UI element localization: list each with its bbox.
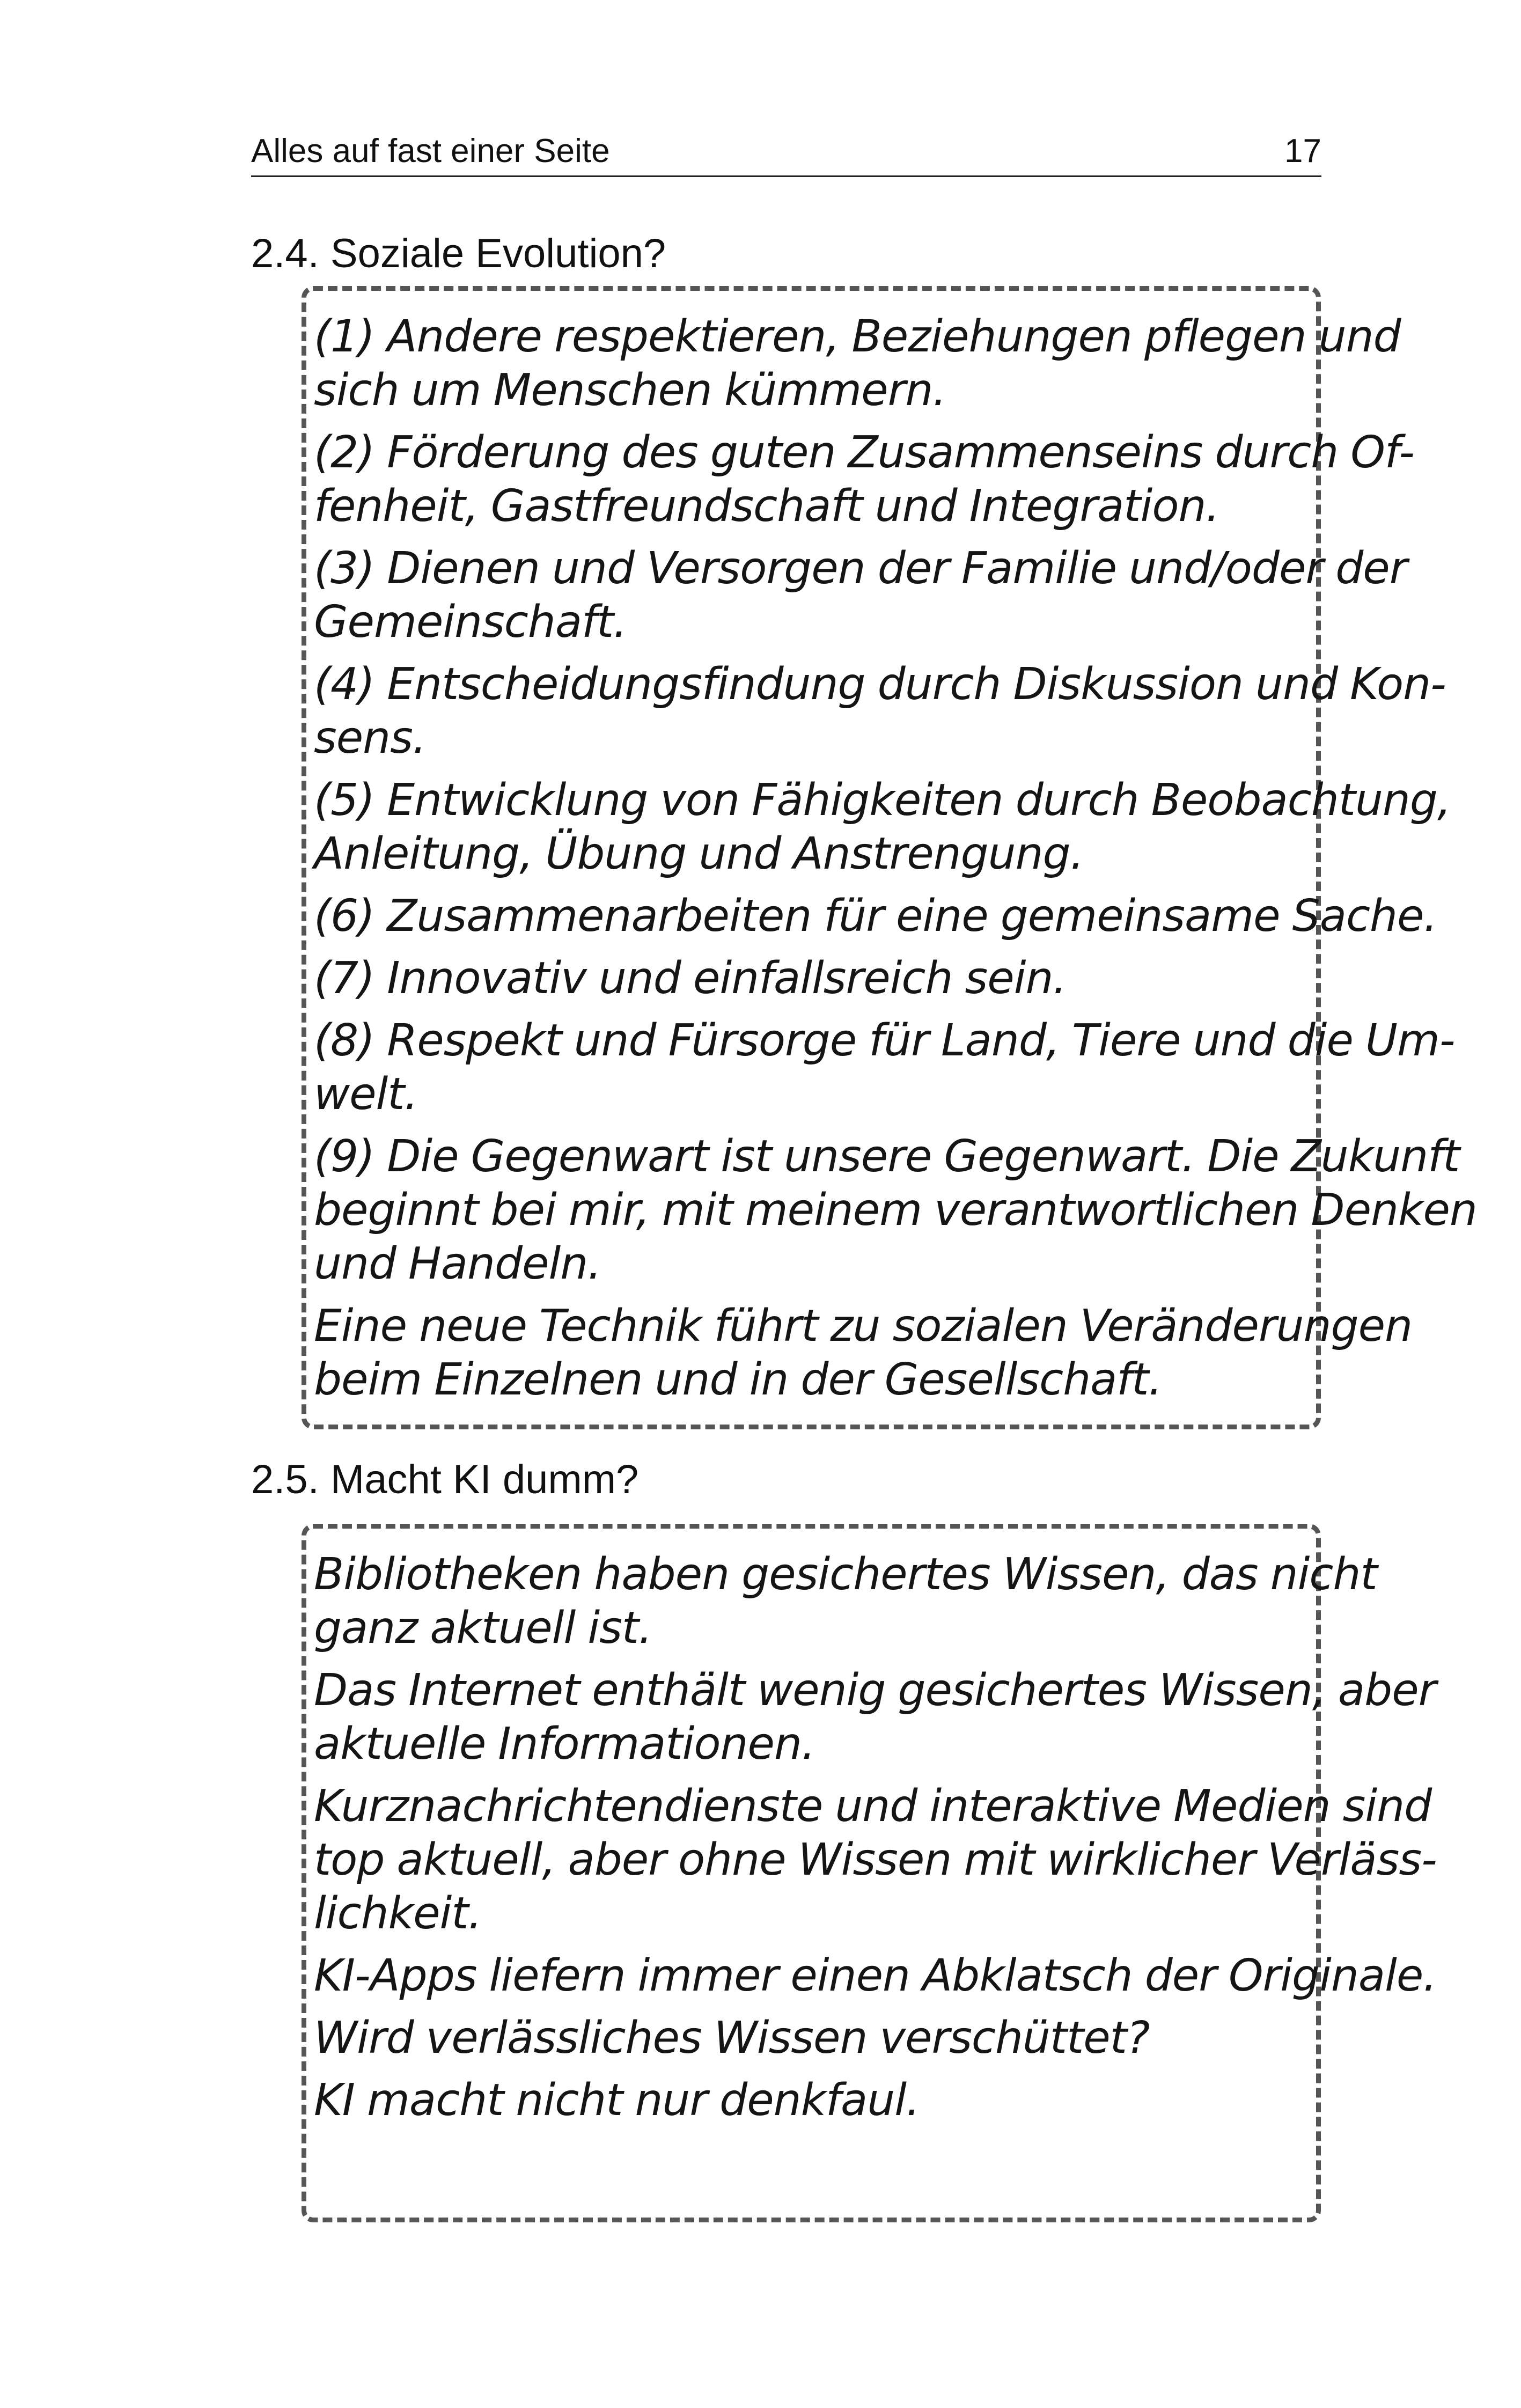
list-item	[314, 1548, 1377, 1655]
list-item-line: beginnt bei mir, mit meinem verantwortlichen Denken	[314, 1185, 1477, 1236]
list-item-line: (6) Zusammenarbeiten für eine gemeinsame Sache.	[314, 891, 1437, 942]
list-item	[314, 1300, 1413, 1407]
list-item-line: (2) Förderung des guten Zusammenseins durch Of-	[314, 427, 1414, 478]
list-item-line: top aktuell, aber ohne Wissen mit wirklicher Verläss-	[314, 1834, 1437, 1885]
list-item	[314, 426, 1414, 533]
list-item-line: Bibliotheken haben gesichertes Wissen, das nicht	[314, 1549, 1377, 1600]
list-item-line: Anleitung, Übung und Anstrengung.	[314, 828, 1084, 879]
list-item	[314, 1949, 1437, 2003]
list-item-line: und Handeln.	[314, 1238, 601, 1289]
list-item-line: fenheit, Gastfreundschaft und Integration.	[314, 481, 1219, 532]
list-item-line: beim Einzelnen und in der Gesellschaft.	[314, 1354, 1162, 1405]
running-header	[251, 126, 1321, 177]
page-number: 17	[1284, 133, 1321, 170]
list-item	[314, 1780, 1437, 1941]
section-heading-soziale-evolution: 2.4. Soziale Evolution?	[251, 231, 666, 276]
list-item-line: (9) Die Gegenwart ist unsere Gegenwart. Die Zukunft	[314, 1131, 1460, 1182]
list-item-line: Gemeinschaft.	[314, 597, 627, 648]
list-soziale-evolution	[314, 310, 1477, 1415]
list-item-line: (5) Entwicklung von Fähigkeiten durch Beobachtung,	[314, 775, 1451, 826]
list-item-line: (1) Andere respektieren, Beziehungen pflegen und	[314, 311, 1401, 362]
list-item-line: Kurznachrichtendienste und interaktive Medien sind	[314, 1781, 1432, 1832]
list-item-line: (8) Respekt und Fürsorge für Land, Tiere und die Um-	[314, 1015, 1455, 1066]
list-item-line: (7) Innovativ und einfallsreich sein.	[314, 953, 1067, 1004]
list-item	[314, 774, 1451, 881]
list-item-line: KI macht nicht nur denkfaul.	[314, 2075, 920, 2126]
list-item-line: Eine neue Technik führt zu sozialen Veränderungen	[314, 1301, 1413, 1352]
list-item	[314, 952, 1322, 1005]
list-item-line: welt.	[314, 1069, 418, 1120]
list-item	[314, 1014, 1455, 1121]
section-heading-macht-ki-dumm: 2.5. Macht KI dumm?	[251, 1457, 639, 1502]
header-title: Alles auf fast einer Seite	[251, 133, 610, 170]
list-item-line: Wird verlässliches Wissen verschüttet?	[314, 2013, 1150, 2064]
list-item-line: sens.	[314, 713, 426, 763]
list-item	[314, 658, 1446, 765]
list-item-line: lichkeit.	[314, 1888, 482, 1939]
list-macht-ki-dumm	[314, 1548, 1437, 2136]
list-item-line: Das Internet enthält wenig gesichertes Wissen, aber	[314, 1665, 1436, 1716]
list-item	[314, 890, 1437, 943]
list-item-line: (3) Dienen und Versorgen der Familie und/oder der	[314, 543, 1407, 594]
list-item	[314, 1664, 1436, 1771]
list-item-line: (4) Entscheidungsfindung durch Diskussion und Kon-	[314, 659, 1446, 710]
list-item	[314, 310, 1401, 417]
list-item	[314, 2011, 1322, 2065]
list-item-line: KI-Apps liefern immer einen Abklatsch der Originale.	[314, 1950, 1437, 2001]
list-item-line: sich um Menschen kümmern.	[314, 365, 946, 416]
list-item-line: ganz aktuell ist.	[314, 1603, 652, 1654]
list-item	[314, 1130, 1477, 1291]
list-item-line: aktuelle Informationen.	[314, 1719, 815, 1770]
list-item	[314, 542, 1407, 649]
list-item	[314, 2074, 1322, 2127]
